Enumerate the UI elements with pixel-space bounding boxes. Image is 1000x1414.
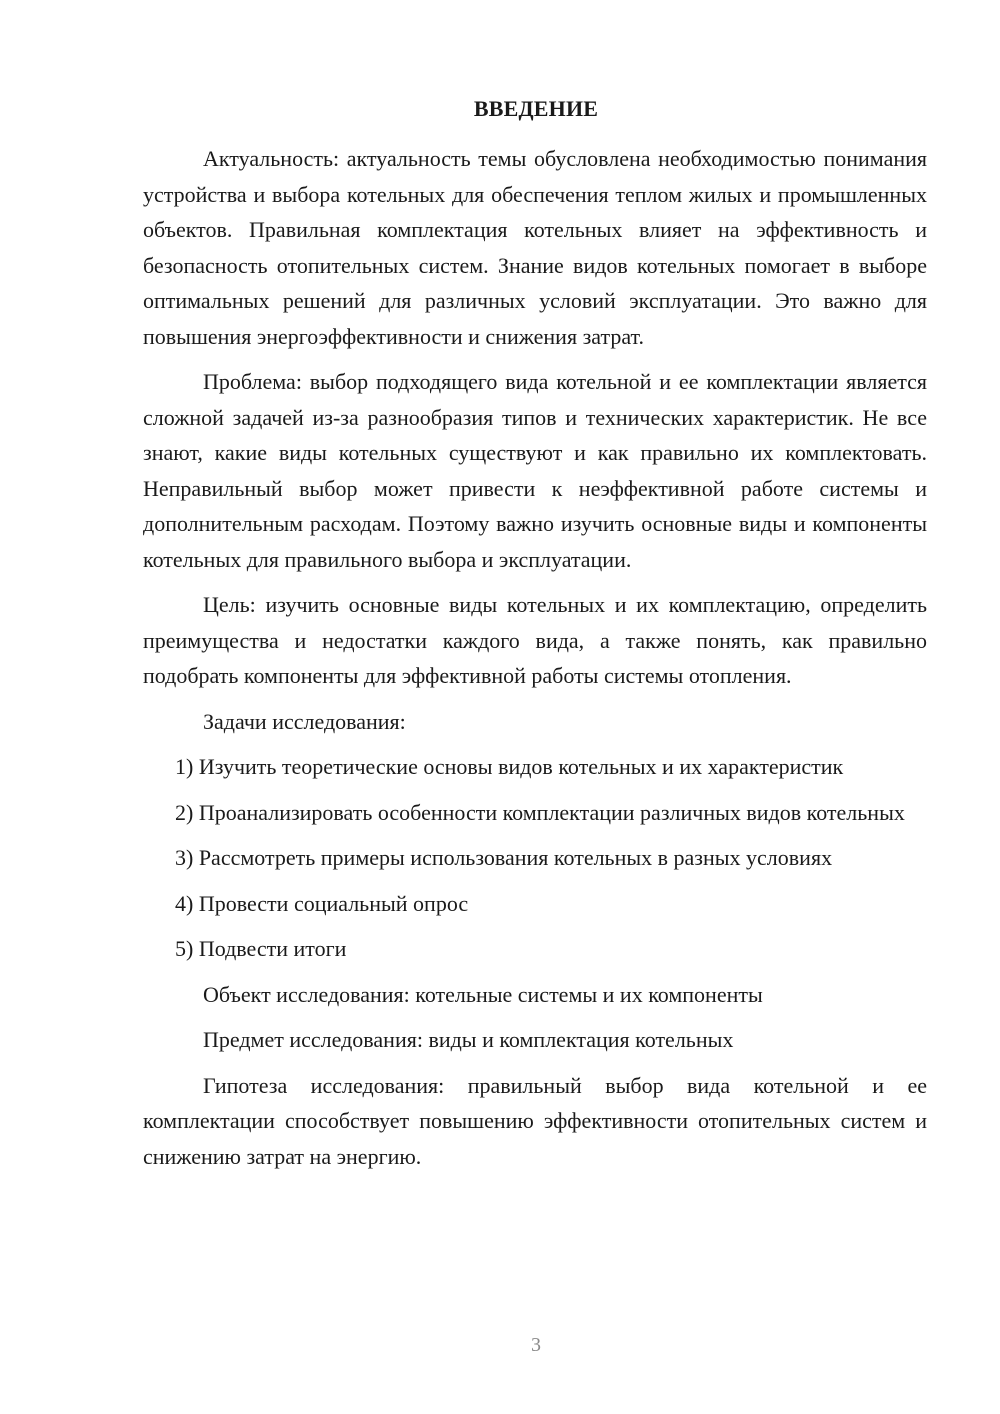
task-item: 3) Рассмотреть примеры использования котельных в разных условиях: [175, 845, 833, 870]
paragraph-subject: Предмет исследования: виды и комплектация котельных: [203, 1027, 734, 1052]
task-item: 4) Провести социальный опрос: [175, 890, 469, 916]
paragraph-hypothesis: Гипотеза исследования: правильный выбор вида котельной и ее комплектации способствует повышению эффективности отопительных систем и снижению затрат на энергию.: [143, 1072, 927, 1169]
task-item: 5) Подвести итоги: [175, 936, 347, 961]
paragraph-object: Объект исследования: котельные системы и их компоненты: [203, 981, 763, 1007]
paragraph-relevance: Актуальность: актуальность темы обусловлена необходимостью понимания устройства и выбора котельных для обеспечения теплом жилых и промышленных объектов. Правильная комплектация котельных влияет на эффективность и безопасность отопительных систем. Знание видов котельных помогает в выборе оптимальных решений для различных условий эксплуатации. Это важно для повышения энергоэффективности и снижения затрат.: [143, 146, 927, 349]
tasks-heading: Задачи исследования:: [203, 708, 406, 734]
task-item: 2) Проанализировать особенности комплектации различных видов котельных: [175, 799, 905, 825]
task-item: 1) Изучить теоретические основы видов котельных и их характеристик: [175, 754, 844, 779]
page-number: 3: [531, 1334, 541, 1356]
paragraph-goal: Цель: изучить основные виды котельных и их комплектацию, определить преимущества и недостатки каждого вида, а также понять, как правильно подобрать компоненты для эффективной работы системы отопления.: [143, 592, 927, 688]
paragraph-problem: Проблема: выбор подходящего вида котельной и ее комплектации является сложной задачей из-за разнообразия типов и технических характеристик. Не все знают, какие виды котельных существуют и как правильно их комплектовать. Неправильный выбор может привести к неэффективной работе системы и дополнительным расходам. Поэтому важно изучить основные виды и компоненты котельных для правильного выбора и эксплуатации.: [143, 369, 927, 572]
tasks-list: [143, 749, 927, 967]
section-title: ВВЕДЕНИЕ: [473, 96, 599, 121]
body-text: [143, 141, 927, 1184]
